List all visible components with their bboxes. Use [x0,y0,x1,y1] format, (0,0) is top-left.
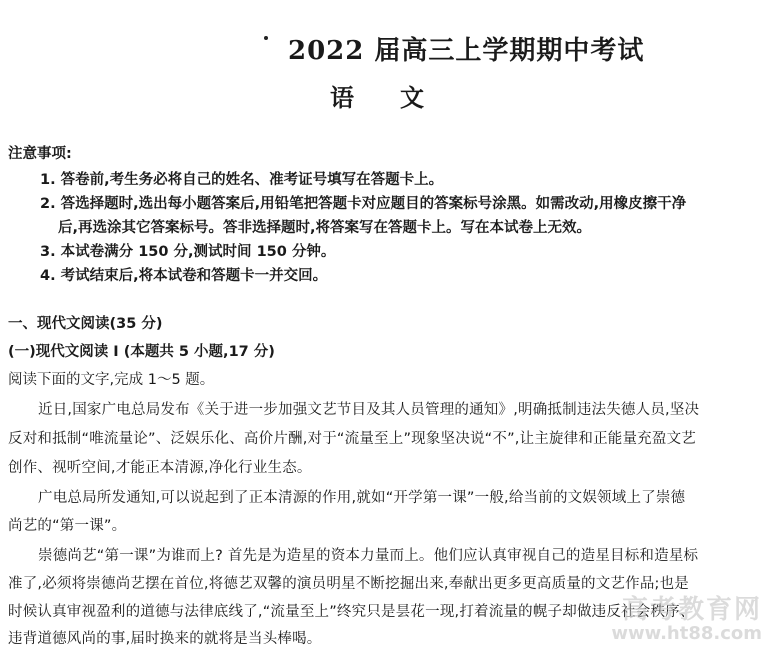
site-watermark [611,597,762,643]
subsection-heading: (一)现代文阅读 I (本题共 5 小题,17 分) [8,344,275,360]
passage-line: 创作、视听空间,才能正本清源,净化行业生态。 [8,460,312,476]
watermark-url: www.ht88.com [611,623,762,644]
passage-line: 准了,必须将崇德尚艺摆在首位,将德艺双馨的演员明星不断挖掘出来,奉献出更多更高质量的文艺作品;也是 [8,576,690,592]
scan-dot [264,36,268,40]
note-item-2: 2. 答选择题时,选出每小题答案后,用铅笔把答题卡对应题目的答案标号涂黑。如需改动,用橡皮擦干净 [40,196,687,212]
section-heading: 一、现代文阅读(35 分) [8,316,163,332]
note-item-4: 4. 考试结束后,将本试卷和答题卡一并交回。 [40,268,328,284]
reading-instruction: 阅读下面的文字,完成 1～5 题。 [8,372,215,388]
exam-title: 2022 届高三上学期期中考试 [288,36,645,66]
passage-line: 反对和抵制“唯流量论”、泛娱乐化、高价片酬,对于“流量至上”现象坚决说“不”,让主旋律和正能量充盈文艺 [8,431,696,447]
passage-line: 广电总局所发通知,可以说起到了正本清源的作用,就如“开学第一课”一般,给当前的文娱领域上了崇德 [38,490,686,506]
note-item-3: 3. 本试卷满分 150 分,测试时间 150 分钟。 [40,244,336,260]
passage-line: 近日,国家广电总局发布《关于进一步加强文艺节目及其人员管理的通知》,明确抵制违法失德人员,坚决 [38,402,700,418]
passage-line: 时候认真审视盈利的道德与法律底线了,“流量至上”终究只是昙花一现,打着流量的幌子却做违反社会秩序、 [8,604,695,620]
passage-line: 违背道德风尚的事,届时换来的就将是当头棒喝。 [8,631,322,647]
passage-line: 尚艺的“第一课”。 [8,518,127,534]
subject-title: 语文 [330,83,470,112]
passage-line: 崇德尚艺“第一课”为谁而上? 首先是为造星的资本力量而上。他们应认真审视自己的造星目标和造星标 [38,548,699,564]
note-item-2-cont: 后,再选涂其它答案标号。答非选择题时,将答案写在答题卡上。写在本试卷上无效。 [58,220,592,236]
watermark-title: 高考教育网 [621,595,762,625]
note-item-1: 1. 答卷前,考生务必将自己的姓名、准考证号填写在答题卡上。 [40,172,444,188]
notes-heading: 注意事项: [8,146,72,162]
